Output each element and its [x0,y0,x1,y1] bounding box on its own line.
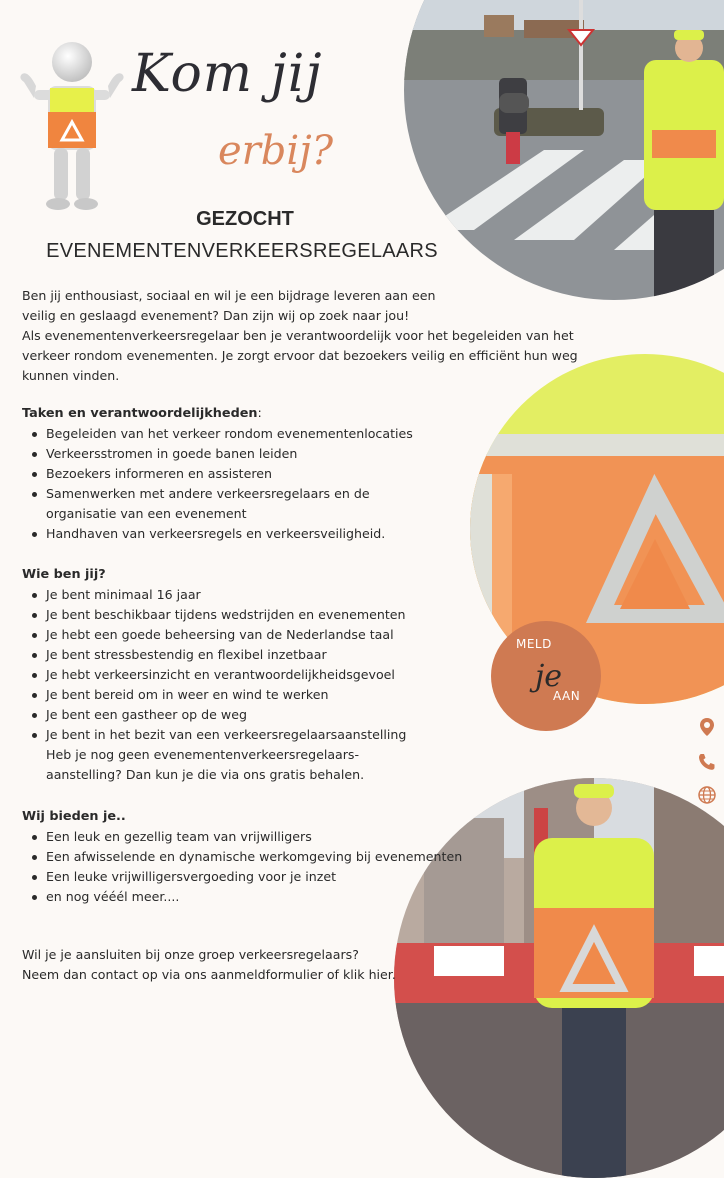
list-item: Samenwerken met andere verkeersregelaars en de [46,484,482,504]
list-item: Je bent een gastheer op de weg [46,705,492,725]
list-item: Begeleiden van het verkeer rondom evenementenlocaties [46,424,482,444]
intro-text [22,286,582,386]
mascot-traffic-figure [14,40,126,215]
tasks-item-continuation: organisatie van een evenement [46,506,247,521]
meld-je-aan-button[interactable] [491,621,601,731]
title-erbij: erbij? [218,128,334,174]
globe-icon[interactable] [697,785,717,805]
intro-line-4: verkeer rondom evenementen. Je zorgt ervoor dat bezoekers veilig en efficiënt hun weg [22,348,578,363]
heading-job-title: EVENEMENTENVERKEERSREGELAARS [46,240,438,262]
list-item: Je bent minimaal 16 jaar [46,585,492,605]
phone-icon[interactable] [697,752,717,772]
footer-line-2[interactable]: Neem dan contact op via ons aanmeldformulier of klik hier. [22,967,396,982]
offer-section [22,807,472,907]
title-kom-jij: Kom jij [132,44,323,104]
list-item: en nog vééél meer.... [46,887,472,907]
list-item: Bezoekers informeren en assisteren [46,464,482,484]
who-list [22,585,492,745]
who-section [22,565,492,785]
list-item: Handhaven van verkeersregels en verkeersveiligheid. [46,524,482,544]
list-item: Verkeersstromen in goede banen leiden [46,444,482,464]
cta-meld: MELD [516,637,552,651]
list-item: Je hebt verkeersinzicht en verantwoordelijkheidsgevoel [46,665,492,685]
tasks-heading [22,404,482,424]
list-item: Je bent stressbestendig en flexibel inzetbaar [46,645,492,665]
footer-line-1: Wil je je aansluiten bij onze groep verkeersregelaars? [22,947,359,962]
who-heading: Wie ben jij? [22,567,106,582]
list-item: Je bent beschikbaar tijdens wedstrijden en evenementen [46,605,492,625]
location-pin-icon[interactable] [697,717,717,737]
intro-line-5: kunnen vinden. [22,368,120,383]
cta-aan: AAN [553,689,581,703]
footer-text [22,945,442,985]
heading-gezocht: GEZOCHT [196,208,294,230]
tasks-section [22,404,482,544]
intro-line-1: Ben jij enthousiast, sociaal en wil je een bijdrage leveren aan een [22,288,436,303]
list-item: Een leuke vrijwilligersvergoeding voor je inzet [46,867,472,887]
who-continuation-2: aanstelling? Dan kun je die via ons gratis behalen. [46,767,365,782]
tasks-heading-text: Taken en verantwoordelijkheden [22,406,258,421]
offer-list [22,827,472,907]
intro-line-2: veilig en geslaagd evenement? Dan zijn wij op zoek naar jou! [22,308,410,323]
cta-je: je [535,659,563,694]
list-item: Je hebt een goede beheersing van de Nederlandse taal [46,625,492,645]
intro-line-3: Als evenementenverkeersregelaar ben je verantwoordelijk voor het begeleiden van het [22,328,574,343]
list-item: Een leuk en gezellig team van vrijwilligers [46,827,472,847]
list-item: Een afwisselende en dynamische werkomgeving bij evenementen [46,847,472,867]
offer-heading: Wij bieden je.. [22,809,126,824]
tasks-list [22,424,482,504]
tasks-list-end [22,524,482,544]
list-item: Je bent bereid om in weer en wind te werken [46,685,492,705]
who-continuation-1: Heb je nog geen evenementenverkeersregelaars- [46,747,360,762]
tasks-heading-colon: : [257,406,262,421]
list-item: Je bent in het bezit van een verkeersregelaarsaanstelling [46,725,492,745]
